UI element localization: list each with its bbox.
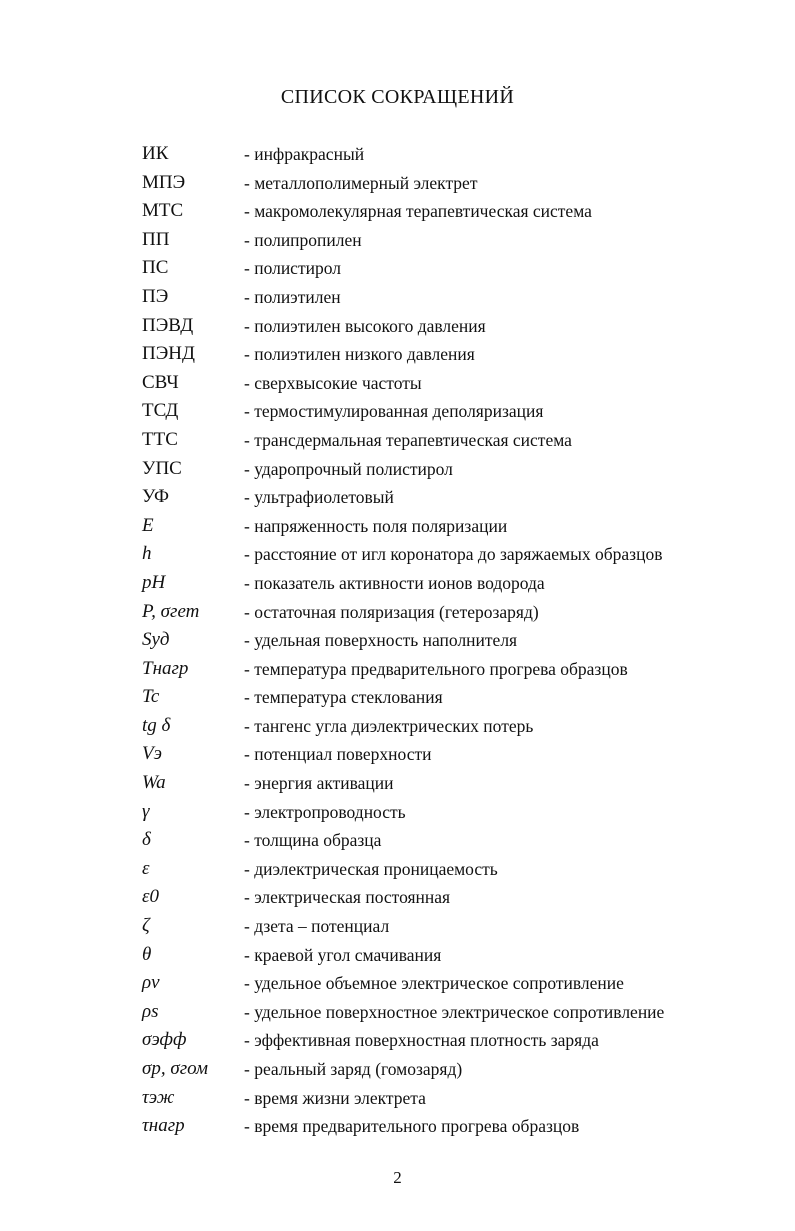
abbreviation: ТТС (142, 428, 178, 450)
list-item (0, 312, 795, 341)
list-item (0, 426, 795, 455)
list-item (0, 941, 795, 970)
list-item (0, 254, 795, 283)
list-item (0, 883, 795, 912)
definition: - металлополимерный электрет (244, 172, 478, 193)
definition: - термостимулированная деполяризация (244, 401, 544, 422)
abbreviation: ПЭНД (142, 343, 195, 365)
definition: - удельная поверхность наполнителя (244, 630, 518, 651)
symbol: Tнагр (142, 657, 189, 679)
definition: - время жизни электрета (244, 1087, 426, 1108)
list-item (0, 740, 795, 769)
abbreviation: ПС (142, 257, 169, 279)
symbol: σр, σгом (142, 1058, 209, 1079)
list-item (0, 1026, 795, 1055)
list-item (0, 655, 795, 684)
list-item (0, 569, 795, 598)
abbreviation: ПП (142, 228, 170, 250)
list-item (0, 455, 795, 484)
symbol: θ (142, 943, 152, 965)
list-item (0, 397, 795, 426)
definition: - температура предварительного прогрева образцов (244, 658, 628, 679)
list-item (0, 769, 795, 798)
definition: - полиэтилен низкого давления (244, 344, 475, 365)
definition: - энергия активации (244, 773, 394, 794)
list-item (0, 512, 795, 541)
symbol: τэж (142, 1086, 175, 1108)
definition: - напряженность поля поляризации (244, 515, 508, 536)
symbol: Tc (142, 686, 160, 708)
definition: - трансдермальная терапевтическая система (244, 429, 572, 450)
definition: - электропроводность (244, 801, 406, 822)
abbreviation-list (0, 140, 795, 1141)
symbol: Vэ (142, 743, 162, 765)
list-item (0, 998, 795, 1027)
abbreviation: ПЭВД (142, 314, 194, 336)
definition: - реальный заряд (гомозаряд) (244, 1059, 463, 1079)
page-title: СПИСОК СОКРАЩЕНИЙ (280, 86, 515, 108)
definition: - полиэтилен высокого давления (244, 315, 486, 336)
symbol: σэфф (142, 1029, 187, 1051)
definition: - краевой угол смачивания (244, 944, 442, 965)
list-item (0, 1084, 795, 1113)
list-item (0, 798, 795, 827)
definition: - удельное объемное электрическое сопротивление (244, 973, 624, 994)
definition: - полипропилен (244, 229, 362, 250)
list-item (0, 169, 795, 198)
list-item (0, 1112, 795, 1141)
list-item (0, 969, 795, 998)
abbreviation: СВЧ (142, 371, 179, 393)
symbol: P, σгет (142, 600, 200, 622)
symbol: tg δ (142, 714, 171, 736)
list-item (0, 340, 795, 369)
abbreviation: ИК (142, 143, 169, 164)
symbol: h (142, 543, 152, 565)
list-item (0, 855, 795, 884)
definition: - диэлектрическая проницаемость (244, 858, 498, 879)
abbreviation: МТС (142, 200, 184, 222)
abbreviation: УПС (142, 457, 182, 479)
definition: - эффективная поверхностная плотность заряда (244, 1030, 599, 1051)
list-item (0, 826, 795, 855)
definition: - удельное поверхностное электрическое сопротивление (244, 1001, 665, 1022)
abbreviation: УФ (142, 486, 170, 508)
definition: - потенциал поверхности (244, 744, 432, 765)
abbreviation: МПЭ (142, 171, 186, 193)
symbol: pH (142, 571, 166, 593)
symbol: ζ (142, 915, 150, 937)
symbol: E (142, 514, 154, 536)
definition: - расстояние от игл коронатора до заряжаемых образцов (244, 544, 663, 565)
list-item (0, 1055, 795, 1084)
definition: - макромолекулярная терапевтическая система (244, 201, 592, 222)
symbol: τнагр (142, 1115, 185, 1137)
definition: - тангенс угла диэлектрических потерь (244, 715, 534, 736)
definition: - полистирол (244, 258, 341, 279)
symbol: Sуд (142, 629, 170, 651)
list-item (0, 483, 795, 512)
symbol: Wa (142, 772, 166, 794)
definition: - остаточная поляризация (гетерозаряд) (244, 601, 539, 622)
definition: - ультрафиолетовый (244, 487, 394, 508)
list-item (0, 683, 795, 712)
definition: - показатель активности ионов водорода (244, 572, 545, 593)
symbol: δ (142, 829, 151, 851)
list-item (0, 226, 795, 255)
definition: - время предварительного прогрева образцов (244, 1116, 580, 1137)
list-item (0, 712, 795, 741)
list-item (0, 369, 795, 398)
page-number: 2 (393, 1168, 402, 1187)
symbol: ρs (142, 1000, 159, 1022)
list-item (0, 140, 795, 169)
list-item (0, 197, 795, 226)
symbol: ρv (142, 972, 160, 994)
list-item (0, 540, 795, 569)
list-item (0, 912, 795, 941)
definition: - дзета – потенциал (244, 916, 390, 937)
definition: - электрическая постоянная (244, 887, 451, 908)
definition: - полиэтилен (244, 286, 341, 307)
definition: - сверхвысокие частоты (244, 372, 422, 393)
abbreviation: ПЭ (142, 285, 169, 307)
definition: - инфракрасный (244, 144, 365, 164)
list-item (0, 598, 795, 627)
definition: - температура стеклования (244, 687, 443, 708)
definition: - ударопрочный полистирол (244, 458, 453, 479)
abbreviation: ТСД (142, 400, 179, 422)
list-item (0, 626, 795, 655)
symbol: ε (142, 857, 150, 879)
symbol: ε0 (142, 886, 159, 908)
definition: - толщина образца (244, 830, 382, 851)
list-item (0, 283, 795, 312)
symbol: γ (142, 800, 150, 822)
